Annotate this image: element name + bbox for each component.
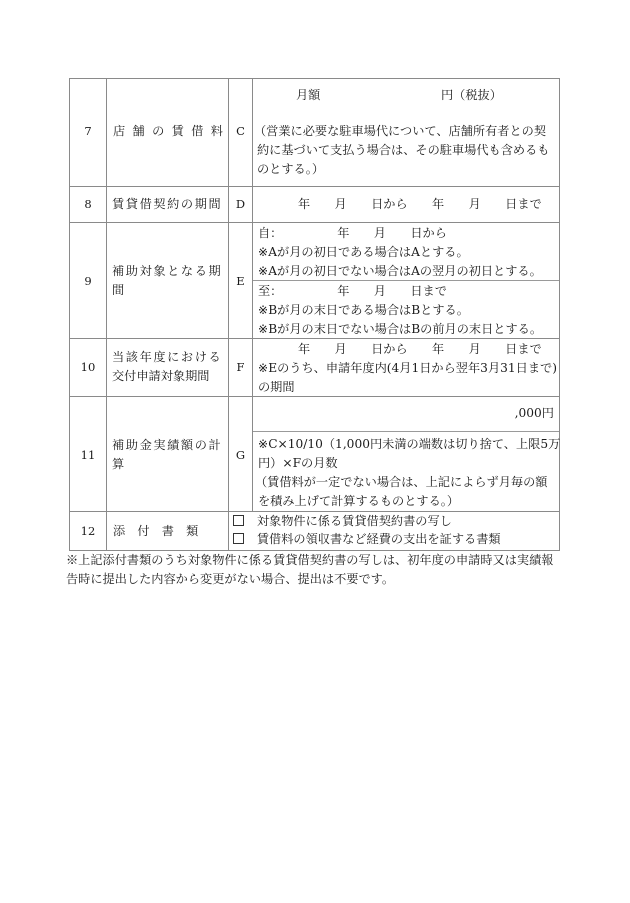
row-code: E [236,274,245,288]
period-to-note-2: ※Bが月の末日でない場合はBの前月の末日とする。 [258,322,543,336]
parking-note-line-2: 約に基づいて支払う場合は、その駐車場代も含めるも [257,143,550,157]
period-to-field[interactable]: 至： 年 月 日まで [258,284,447,298]
parking-note-line-3: のとする。） [257,162,325,176]
attachment-item-label: 対象物件に係る賃貸借契約書の写し [256,514,452,528]
row-label-line-1: 当該年度における [112,350,223,364]
parking-note-line-1: （営業に必要な駐車場代について、店舗所有者との契 [254,124,547,138]
grant-formula-line-1: ※C×10/10（1,000円未満の端数は切り捨て、上限5万 [258,437,561,451]
col-divider-no-label [106,78,107,551]
row9-inner-divider [252,280,560,281]
monthly-amount-label: 月額 [296,88,321,102]
row-number: 10 [80,360,96,374]
row-number: 7 [84,124,92,138]
checkbox-icon[interactable] [233,515,244,526]
row11-inner-divider [252,431,560,432]
monthly-amount-unit: 円（税抜） [441,88,502,102]
grant-formula-line-4: を積み上げて計算するものとする。） [258,494,460,508]
table-left-border [69,78,70,551]
row-code: F [236,360,245,374]
checkbox-icon[interactable] [233,533,244,544]
grant-formula-line-2: 円）×Fの月数 [258,456,338,470]
col-divider-label-code [228,78,229,551]
row-code: G [235,448,246,462]
row-label: 賃貸借契約の期間 [112,197,223,211]
application-period-field[interactable]: 年 月 日から 年 月 日まで [298,342,542,356]
row-number: 12 [80,524,96,538]
row-label-line-1: 補助対象となる期 [112,264,223,278]
footnote-line-1: ※上記添付書類のうち対象物件に係る賃貸借契約書の写しは、初年度の申請時又は実績報 [66,553,554,567]
row-number: 11 [80,448,96,462]
grant-amount-field[interactable]: ,000円 [514,406,554,420]
row-code: D [235,197,246,211]
row-label-line-2: 算 [112,457,125,471]
col-divider-code-value [252,78,253,512]
row-label: 添 付 書 類 [113,524,199,538]
row-label-line-2: 交付申請対象期間 [112,369,210,383]
attachment-item-label: 賃借料の領収書など経費の支出を証する書類 [256,532,501,546]
row-number: 9 [84,274,92,288]
row-code: C [236,124,245,138]
application-period-note-2: の期間 [258,380,295,394]
period-to-note-1: ※Bが月の末日である場合はBとする。 [258,303,469,317]
footnote-line-2: 告時に提出した内容から変更がない場合、提出は不要です。 [66,572,395,586]
grant-formula-line-3: （賃借料が一定でない場合は、上記によらず月毎の額 [255,475,548,489]
period-from-note-1: ※Aが月の初日である場合はAとする。 [258,245,469,259]
attachment-item-2[interactable] [233,530,501,548]
period-from-field[interactable]: 自： 年 月 日から [258,226,447,240]
row-divider-8-9 [69,222,560,223]
row-number: 8 [84,197,92,211]
row-divider-9-10 [69,338,560,339]
row-label-line-1: 補助金実績額の計 [112,438,223,452]
row-label-line-2: 間 [112,283,125,297]
contract-period-field[interactable]: 年 月 日から 年 月 日まで [298,197,542,211]
table-right-border [559,78,560,551]
attachment-item-1[interactable] [233,512,452,530]
period-from-note-2: ※Aが月の初日でない場合はAの翌月の初日とする。 [258,264,542,278]
row-divider-7-8 [69,186,560,187]
row-divider-10-11 [69,396,560,397]
application-period-note-1: ※Eのうち、申請年度内(4月1日から翌年3月31日まで) [258,361,557,375]
row-label: 店 舗 の 賃 借 料 [113,124,223,138]
table-top-border [69,78,560,79]
